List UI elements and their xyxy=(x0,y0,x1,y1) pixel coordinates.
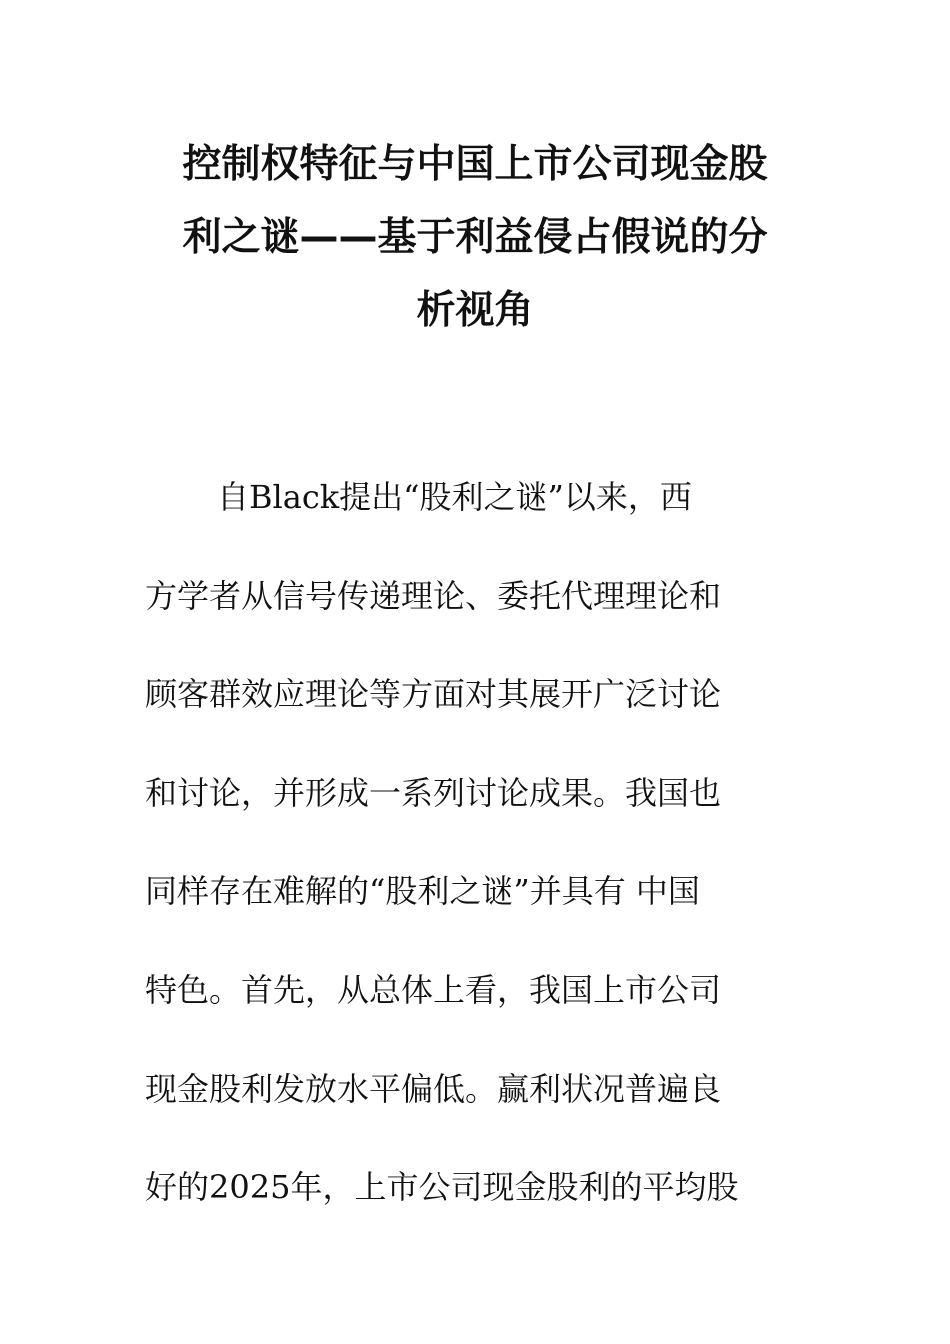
title-line-3: 析视角 xyxy=(416,288,534,333)
body-line-2: 方学者从信号传递理论、委托代理理论和 xyxy=(145,576,722,615)
title-line-1: 控制权特征与中国上市公司现金股 xyxy=(182,142,768,187)
body-paragraph xyxy=(145,448,805,1237)
body-line-8: 好的2025年，上市公司现金股利的平均股 xyxy=(145,1168,739,1207)
body-line-4: 和讨论，并形成一系列讨论成果。我国也 xyxy=(145,773,722,812)
body-line-5: 同样存在难解的“股利之谜”并具有 中国 xyxy=(145,872,700,911)
title-line-2: 利之谜——基于利益侵占假说的分 xyxy=(182,215,768,260)
body-line-7: 现金股利发放水平偏低。赢利状况普遍良 xyxy=(145,1069,722,1108)
body-line-6: 特色。首先，从总体上看，我国上市公司 xyxy=(145,970,722,1009)
body-line-3: 顾客群效应理论等方面对其展开广泛讨论 xyxy=(145,675,722,714)
document-title xyxy=(150,128,800,347)
body-line-1: 自Black提出“股利之谜”以来，西 xyxy=(217,478,692,516)
